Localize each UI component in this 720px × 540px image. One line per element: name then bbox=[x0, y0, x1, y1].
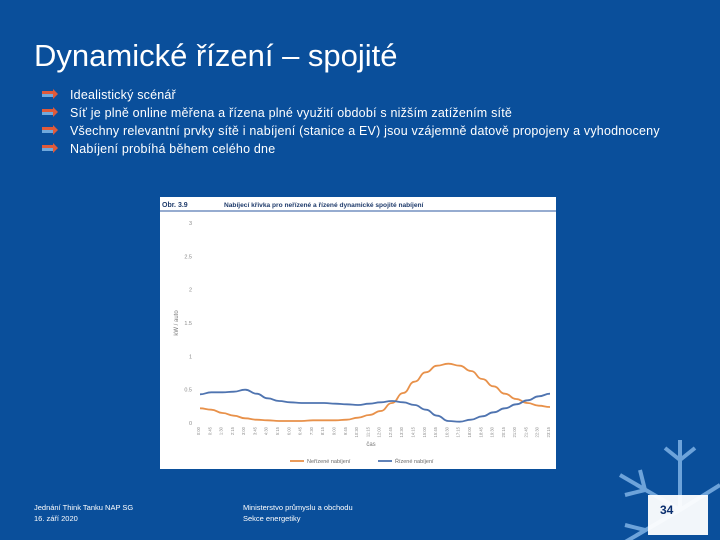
x-tick-label: 20:15 bbox=[500, 427, 506, 438]
arrow-bullet-icon bbox=[42, 125, 58, 135]
bullet-item bbox=[42, 141, 692, 157]
x-tick-label: 4:30 bbox=[263, 427, 269, 436]
arrow-bullet-icon bbox=[42, 143, 58, 153]
bullet-list bbox=[42, 87, 692, 159]
x-tick-label: 10:30 bbox=[354, 427, 360, 438]
footer-section: Sekce energetiky bbox=[243, 514, 301, 523]
x-tick-label: 12:45 bbox=[387, 427, 393, 438]
x-tick-label: 0:45 bbox=[207, 427, 213, 436]
bullet-text: Idealistický scénář bbox=[70, 88, 176, 102]
chart-fig-label: Obr. 3.9 bbox=[162, 202, 188, 209]
y-tick-label: 1 bbox=[188, 354, 192, 361]
y-tick-label: 3 bbox=[188, 221, 192, 227]
bullet-item bbox=[42, 87, 692, 103]
x-tick-label: 22:30 bbox=[534, 427, 540, 438]
y-tick-label: 0.5 bbox=[184, 387, 192, 394]
x-tick-label: 8:15 bbox=[320, 427, 326, 436]
x-tick-label: 15:00 bbox=[421, 427, 427, 438]
x-tick-label: 18:45 bbox=[478, 427, 484, 438]
bullet-item bbox=[42, 105, 692, 121]
legend-label: Neřízené nabíjení bbox=[307, 459, 351, 465]
x-tick-label: 11:15 bbox=[365, 427, 371, 438]
series-line-managed bbox=[200, 390, 550, 422]
bullet-text: Všechny relevantní prvky sítě i nabíjení (stanice a EV) jsou vzájemně datově propojeny a vyhodnoceny bbox=[70, 124, 660, 138]
x-tick-label: 21:45 bbox=[523, 427, 529, 438]
x-tick-label: 17:15 bbox=[455, 427, 461, 438]
x-tick-label: 5:15 bbox=[275, 427, 281, 436]
chart-ylabel: kW / auto bbox=[174, 310, 180, 336]
page-number: 34 bbox=[660, 503, 674, 517]
y-tick-label: 1.5 bbox=[184, 321, 192, 327]
x-tick-label: 3:00 bbox=[241, 427, 247, 436]
x-tick-label: 1:30 bbox=[218, 427, 224, 436]
footer-ministry-name: Ministerstvo průmyslu a obchodu bbox=[243, 503, 353, 512]
x-tick-label: 7:30 bbox=[308, 427, 314, 436]
x-tick-label: 9:00 bbox=[331, 427, 337, 436]
bullet-text: Síť je plně online měřena a řízena plné využití období s nižším zatížením sítě bbox=[70, 106, 513, 120]
x-tick-label: 2:15 bbox=[229, 427, 235, 436]
arrow-bullet-icon bbox=[42, 89, 58, 99]
x-tick-label: 14:15 bbox=[410, 427, 416, 438]
x-tick-label: 0:00 bbox=[196, 427, 201, 436]
x-tick-label: 6:45 bbox=[297, 427, 303, 436]
x-tick-label: 19:30 bbox=[489, 427, 495, 438]
x-tick-label: 16:30 bbox=[444, 427, 450, 438]
bullet-text: Nabíjení probíhá během celého dne bbox=[70, 142, 276, 156]
chart-xlabel: čas bbox=[366, 442, 376, 448]
x-tick-label: 12:00 bbox=[376, 427, 382, 438]
chart-image bbox=[160, 197, 556, 469]
x-tick-label: 23:15 bbox=[546, 427, 551, 438]
x-tick-label: 15:45 bbox=[433, 427, 439, 438]
bullet-item bbox=[42, 123, 692, 139]
y-tick-label: 2.5 bbox=[184, 254, 192, 261]
x-tick-label: 9:45 bbox=[342, 427, 348, 436]
line-chart bbox=[160, 197, 556, 469]
x-tick-label: 13:30 bbox=[399, 427, 405, 438]
footer-meeting-name: Jednání Think Tanku NAP SG bbox=[34, 503, 134, 512]
x-tick-label: 18:00 bbox=[466, 427, 472, 438]
footer-date: 16. září 2020 bbox=[34, 514, 78, 523]
arrow-bullet-icon bbox=[42, 107, 58, 117]
y-tick-label: 2 bbox=[188, 287, 192, 294]
x-tick-label: 6:00 bbox=[286, 427, 292, 436]
legend-label: Řízené nabíjení bbox=[395, 459, 434, 465]
x-tick-label: 21:00 bbox=[512, 427, 518, 438]
x-tick-label: 3:45 bbox=[252, 427, 258, 436]
footer-ministry bbox=[243, 502, 353, 524]
footer-meeting bbox=[34, 502, 133, 524]
slide-title: Dynamické řízení – spojité bbox=[34, 38, 398, 73]
snowflake-logo-icon bbox=[585, 440, 720, 540]
y-tick-label: 0 bbox=[188, 421, 192, 427]
chart-title: Nabíjecí křivka pro neřízené a řízené dynamické spojité nabíjení bbox=[224, 202, 424, 209]
